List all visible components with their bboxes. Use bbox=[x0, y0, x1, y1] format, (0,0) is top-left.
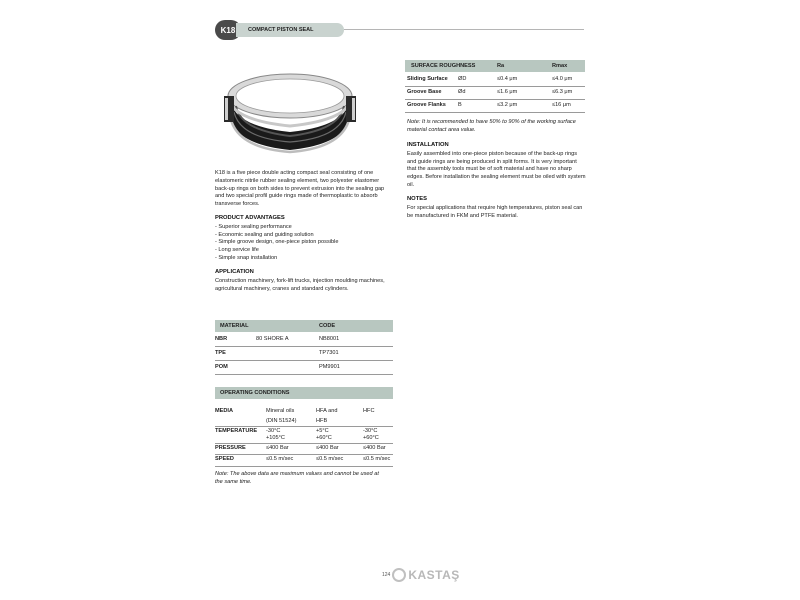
cell: +60°C bbox=[363, 435, 379, 441]
cell: ≤1.6 μm bbox=[497, 89, 518, 95]
list-item: - Simple groove design, one-piece piston possible bbox=[215, 239, 339, 246]
row-divider bbox=[215, 466, 393, 467]
row-divider bbox=[215, 360, 393, 361]
material-code: NB8001 bbox=[319, 336, 340, 342]
header-divider bbox=[344, 29, 584, 30]
material-desc: 80 SHORE A bbox=[256, 336, 289, 342]
cell: +105°C bbox=[266, 435, 285, 441]
product-advantages-section bbox=[215, 215, 391, 263]
cell: ≤400 Bar bbox=[266, 445, 289, 451]
cell: +60°C bbox=[316, 435, 332, 441]
material-code: PM9901 bbox=[319, 364, 340, 370]
table-row bbox=[215, 364, 393, 374]
surface-column-header: SURFACE ROUGHNESS bbox=[411, 63, 476, 69]
cell: Mineral oils bbox=[266, 408, 295, 414]
cell: -30°C bbox=[363, 428, 378, 434]
product-code-badge: K18 bbox=[215, 20, 241, 40]
seal-illustration bbox=[222, 66, 358, 154]
row-label: MEDIA bbox=[215, 408, 234, 414]
table-row bbox=[405, 76, 585, 86]
page-title: COMPACT PISTON SEAL bbox=[236, 23, 344, 37]
brand-logo bbox=[392, 568, 459, 582]
cell: ≤4.0 μm bbox=[552, 76, 573, 82]
material-code: TP7301 bbox=[319, 350, 339, 356]
ra-column-header: Ra bbox=[497, 63, 505, 69]
row-divider bbox=[215, 443, 393, 444]
row-label: SPEED bbox=[215, 456, 234, 462]
application-text: Construction machinery, fork-lift trucks, injection moulding machines, agricultural machinery, cranes and standard cylinders. bbox=[215, 277, 385, 292]
operating-conditions-header bbox=[215, 387, 393, 399]
table-row bbox=[215, 336, 393, 346]
page-number: 124 bbox=[382, 572, 391, 578]
material-name: NBR bbox=[215, 336, 228, 342]
cell: (DIN 51524) bbox=[266, 418, 297, 424]
row-divider bbox=[405, 86, 585, 87]
material-column-header: MATERIAL bbox=[220, 323, 249, 329]
row-divider bbox=[215, 346, 393, 347]
cell: Ød bbox=[458, 89, 466, 95]
table-row bbox=[405, 89, 585, 99]
cell: ≤400 Bar bbox=[363, 445, 386, 451]
cell: ≤0.5 m/sec bbox=[266, 456, 294, 462]
cell: ≤3.2 μm bbox=[497, 102, 518, 108]
cell: ≤16 μm bbox=[552, 102, 571, 108]
list-item: - Simple snap installation bbox=[215, 254, 278, 261]
application-section bbox=[215, 269, 395, 293]
row-label: PRESSURE bbox=[215, 445, 246, 451]
row-label: Groove Flanks bbox=[407, 102, 446, 108]
table-row-media bbox=[215, 408, 393, 428]
operating-conditions-heading: OPERATING CONDITIONS bbox=[220, 390, 290, 396]
table-row bbox=[215, 350, 393, 360]
product-description: K18 is a five piece double acting compact seal consisting of one elastomeric nitrile rubber sealing element, two polyester elastomer back-up rings on both sides to prevent extrusion into the sealing gap and two special profil guide rings made of thermoplastic to absorb transverse forces. bbox=[215, 170, 385, 208]
row-label: TEMPERATURE bbox=[215, 428, 258, 434]
rmax-column-header: Rmax bbox=[552, 63, 568, 69]
cell: HFB bbox=[316, 418, 328, 424]
row-label: Sliding Surface bbox=[407, 76, 448, 82]
row-divider bbox=[405, 99, 585, 100]
operating-note: Note: The above data are maximum values and cannot be used at the same time. bbox=[215, 471, 379, 485]
cell: ≤0.4 μm bbox=[497, 76, 518, 82]
row-divider bbox=[405, 112, 585, 113]
cell: ≤0.5 m/sec bbox=[363, 456, 391, 462]
material-name: POM bbox=[215, 364, 228, 370]
installation-section bbox=[407, 142, 587, 190]
list-item: - Economic sealing and guiding solution bbox=[215, 231, 314, 238]
notes-heading: NOTES bbox=[407, 196, 427, 202]
cell: B bbox=[458, 102, 462, 108]
surface-roughness-header bbox=[405, 60, 585, 72]
cell: ≤0.5 m/sec bbox=[316, 456, 344, 462]
surface-note: Note: It is recommended to have 50% to 90% of the working surface material contact area value. bbox=[407, 119, 576, 133]
notes-section bbox=[407, 196, 587, 220]
table-row-temperature bbox=[215, 428, 393, 444]
notes-text: For special applications that require high temperatures, piston seal can be manufactured in FKM and PTFE material. bbox=[407, 204, 583, 219]
table-row-speed bbox=[215, 456, 393, 466]
cell: ≤400 Bar bbox=[316, 445, 339, 451]
row-divider bbox=[215, 454, 393, 455]
advantages-heading: PRODUCT ADVANTAGES bbox=[215, 215, 285, 221]
installation-text: Easily assembled into one-piece piston because of the back-up rings and guide rings are being produced in split forms. It is very important that the assembly tools must be of soft material and have no sharp edges. Before installation the sealing element must be oiled with system oil. bbox=[407, 150, 586, 188]
material-table-header bbox=[215, 320, 393, 332]
cell: HFC bbox=[363, 408, 375, 414]
cell: HFA and bbox=[316, 408, 338, 414]
page-footer bbox=[382, 568, 460, 582]
brand-name: KASTAŞ bbox=[408, 568, 460, 582]
list-item: - Superior sealing performance bbox=[215, 223, 292, 230]
table-row bbox=[405, 102, 585, 112]
cell: ØD bbox=[458, 76, 467, 82]
row-divider bbox=[215, 374, 393, 375]
code-column-header: CODE bbox=[319, 323, 336, 329]
cell: +5°C bbox=[316, 428, 329, 434]
cell: -30°C bbox=[266, 428, 281, 434]
list-item: - Long service life bbox=[215, 247, 259, 254]
material-name: TPE bbox=[215, 350, 226, 356]
row-divider bbox=[215, 426, 393, 427]
row-label: Groove Base bbox=[407, 89, 442, 95]
logo-circle-icon bbox=[392, 568, 406, 582]
installation-heading: INSTALLATION bbox=[407, 142, 449, 148]
cell: ≤6.3 μm bbox=[552, 89, 573, 95]
application-heading: APPLICATION bbox=[215, 269, 254, 275]
